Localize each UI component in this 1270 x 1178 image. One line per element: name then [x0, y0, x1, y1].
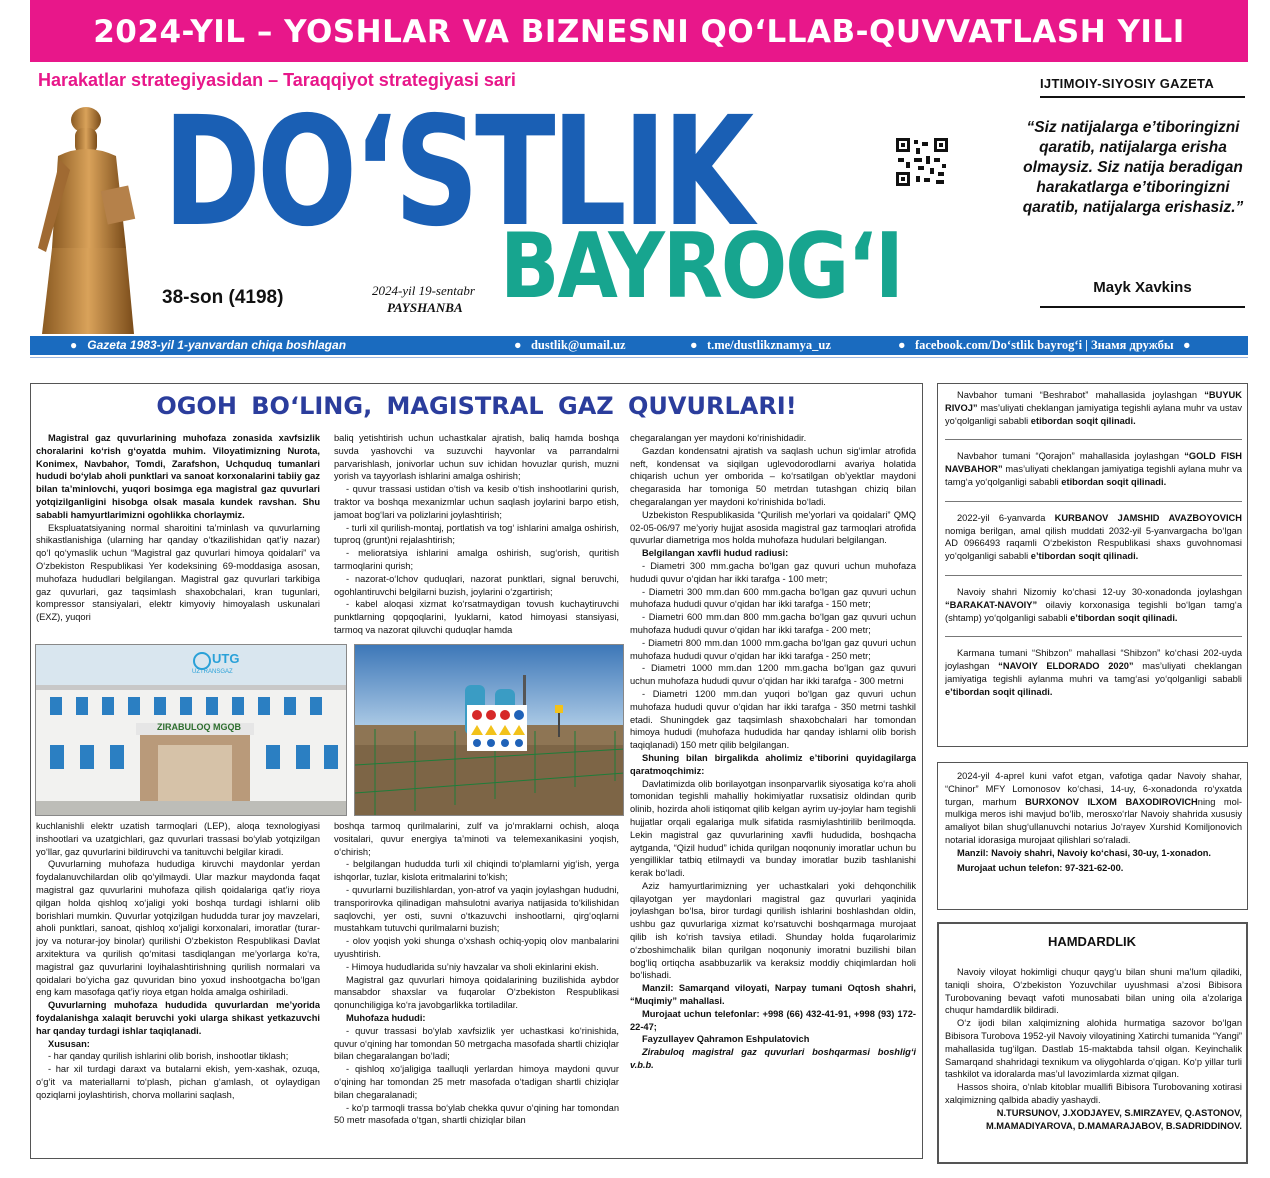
article-paragraph: Gazdan kondensatni ajratish va saqlash uchun sig‘imlar atrofida neft, kondensat va siqilgan uglevodorodlarni avariya holatida chiqarish uchun yer omborida – ko‘rsatilgan ob’yektlar maydoni chegarasida har tomoniga 50 metrdan tutashgan chiziq bilan chegaralangan yer maydoni ko‘rinishida bo‘ladi.	[630, 445, 916, 507]
divider	[30, 357, 1248, 358]
notice-item: 2022-yil 6-yanvarda KURBANOV JAMSHID AVAZBOYOVICH nomiga berilgan, amal qilish muddati 2032-yil 5-yanvargacha bo‘lgan AD 0966493 raqamli O‘zbekiston Respublikasi shaxs guvohnomasi yo‘qolganligi sababli e’tibordan soqit qilinadi.	[945, 512, 1242, 562]
article-list-item: - har qanday qurilish ishlarini olib borish, inshootlar tiklash;	[48, 1051, 289, 1062]
issue-number: 38-son (4198)	[162, 287, 284, 308]
article-paragraph: - olov yoqish yoki shunga o‘xshash ochiq-yopiq olov manbalarini uyushtirish.	[334, 936, 619, 959]
divider	[1040, 306, 1245, 308]
article-list-item: - Diametri 1200 mm.dan yuqori bo‘lgan gaz quvuri uchun muhofaza hududi quvur o‘qidan har ikki tarafga - 350 metrni tashkil etadi. Shuningdek gaz taqsimlash shaxobchalari har tomondan himoya hududi (muhofaza hududida har qanday ishlarni olib borish taqiqlanadi) 150 metr qilib belgilangan.	[630, 688, 916, 751]
logo-bayrogi: BAYROG‘I	[500, 215, 902, 319]
article-list-item: - har xil turdagi daraxt va butalarni ekish, yem-xashak, ozuqa, o‘g‘it va materiallarni to‘plash, pichan g‘amlash, ot oylaydigan qoziqlarni joylashtirish, chorva mollarini saqlash,	[36, 1064, 320, 1100]
gas-facility-illustration	[355, 645, 624, 816]
article-paragraph: - belgilangan hududda turli xil chiqindi to‘plamlarni yig‘ish, yerga ishqorlar, tuzlar, kislota eritmalarini to‘kish;	[334, 859, 619, 883]
inheritance-address: Manzil: Navoiy shahri, Navoiy ko‘chasi, 30-uy, 1-xonadon.	[957, 847, 1212, 858]
photo-building-sign: ZIRABULOQ MGQB	[157, 722, 241, 732]
issue-day: PAYSHANBA	[387, 300, 463, 315]
article-subheading: Quvurlarning muhofaza hududida quvurlardan me’yorida foydalanishga xalaqit beruvchi yoki ularga shikast yetkazuvchi har qanday turdagi ishlar taqiqlanadi.	[36, 1000, 320, 1036]
notice-item: Navbahor tumani “Qorajon” mahallasida joylashgan “GOLD FISH NAVBAHOR” mas’uliyati cheklangan jamiyatiga tegishli aylana muhr va tamg‘a yo‘qolganligi sababli etibordan soqit qilinadi.	[945, 451, 1242, 487]
article-subheading: Muhofaza hududi:	[346, 1012, 426, 1023]
article-paragraph: Davlatimizda olib borilayotgan insonparvarlik siyosatiga ko‘ra aholi tomonidan tegishli mahalliy hokimiyatlar ruxsatisiz oldindan qurib olinib, hozirda aholi istiqomat qilib kelgan ayrim uy-joylar ham tegishli hujjatlar orqali egalariga mulk sifatida rasmiylashtirilib berilmoqda. Lekin magistral gaz quvurlarining xavfli hududida, boshqacha aytganda, “Qizil hudud” ichida qurilgan noqonuniy imoratlar uchun bu yengilliklar tatbiq etilmaydi va bunday imoratlar buzib tashlanishi kerak bo‘ladi.	[630, 778, 916, 879]
photo-company-logo: UTG	[212, 651, 240, 666]
condolence-title: HAMDARDLIK	[1047, 934, 1137, 949]
notice-item: Navbahor tumani “Beshrabot” mahallasida joylashgan “BUYUK RIVOJ” mas’uliyati cheklangan jamiyatiga tegishli aylana muhr va ustav yo‘qolganligi sababli etibordan soqit qilinadi.	[945, 390, 1242, 426]
condolence-paragraph: O‘z ijodi bilan xalqimizning alohida hurmatiga sazovor bo‘lgan Bibisora Turobova 1952-yil Navoiy viloyatining Xatirchi tumanida “Yangi” mahallasida tug‘ilgan. Dastlab 15-maktabda tahsil olgan. Keyinchalik Samarqand shahridagi texnikum va oliygohlarda o‘qigan. Ko‘p yillar turli tashkilot va idoralarda mas’ul lavozimlarda xizmat qilgan.	[945, 1018, 1242, 1080]
condolence-paragraph: Navoiy viloyat hokimligi chuqur qayg‘u bilan shuni ma’lum qiladiki, taniqli shoira, O‘zbekiston Yozuvchilar uyushmasi a’zosi Bibisora Turobovaning bevaqt vafoti munosabati bilan uning oila a’zolariga chuqur hamdardlik bildiradi.	[945, 967, 1242, 1016]
article-list-item: - Diametri 800 mm.dan 1000 mm.gacha bo‘lgan gaz quvuri uchun muhofaza hududi quvur o‘qidan har ikki tarafga - 250 metr;	[630, 637, 916, 661]
divider	[945, 439, 1242, 440]
inheritance-notice	[945, 770, 1242, 906]
divider	[945, 575, 1242, 576]
gas-facility-photo	[354, 644, 624, 816]
article-list-item: - Diametri 1000 mm.dan 1200 mm.gacha bo‘lgan gaz quvuri uchun muhofaza hududi quvur o‘qidan har ikki tarafga - 300 metrni	[630, 663, 916, 687]
article-paragraph: Uzbekiston Respublikasida “Qurilish me’yorlari va qoidalari” QMQ 02-05-06/97 me’yoriy hujjat asosida magistral gaz tarmoqlari atrofida quvurlar diametriga mos holda muhofaza hudulari belgilangan.	[630, 509, 916, 546]
lost-notices-list	[945, 389, 1242, 743]
article-paragraph: - quvurlarni buzilishlardan, yon-atrof va yaqin joylashgan hududni, transporirovka qilinadigan mahsulotni avariya natijasida to‘kilishidan saqlovchi, yer osti, suvni o‘tkazuvchi inshootlarni, qirg‘oqlarni mustahkam tutuvchi qurilmalarni buzish;	[334, 884, 619, 934]
founded-text: ● Gazeta 1983-yil 1-yanvardan chiqa boshlagan	[70, 338, 347, 352]
quote-author: Mayk Xavkins	[1093, 279, 1192, 296]
gas-building-photo	[35, 644, 347, 816]
divider	[945, 636, 1242, 637]
article-list-item: - Diametri 300 mm.gacha bo‘lgan gaz quvuri uchun muhofaza hududi quvur o‘qidan har ikki tarafga - 100 metr;	[630, 560, 916, 584]
article-column-3	[630, 432, 916, 1156]
article-list-item: - qishloq xo‘jaligiga taalluqli yerlardan himoya maydoni quvur o‘qining har tomondan 25 metr masofada o‘tadigan shartli chiziqlar bilan chegaralanadi;	[334, 1064, 619, 1100]
article-paragraph: baliq yetishtirish uchun uchastkalar ajratish, baliq hamda boshqa suvda yashovchi va suzuvchi hayvonlar va parrandalrni parvarishlash, jonivorlar uchun suv ichidan hovuzlar qurish, muzni yorish va tayyorlash ishlarini amalga oshirish;	[334, 433, 619, 482]
article-column-1-bottom	[36, 820, 320, 1156]
article-paragraph: Aziz hamyurtlarimizning yer uchastkalari yoki dehqonchilik qilayotgan yer maydonlari magistral gaz quvurlari yaqinida joylashgan bo‘lsa, biror turdagi qurilish ishlarini boshlashdan oldin, ushbu gaz quvurlariga xizmat ko‘rsatuvchi boshqarmaga murojaat qilib ish ko‘rish tavsiya etiladi. Shunday holda fuqarolarimiz o‘zboshimchalik bilan qurilgan noqonuniy imoratni buzilishi bilan bog‘liq ortiqcha asabbuzarlik va keraksiz moddiy chiqimlardan holi bo‘lishadi.	[630, 880, 916, 981]
article-paragraph: Magistral gaz quvurlari himoya qoidalarining buzilishida aybdor mansabdor shaxslar va fuqarolar O‘zbekiston Respublikasi qonunchiligiga ko‘ra javobgarlikka tortiladilar.	[334, 974, 619, 1011]
inheritance-phone: Murojaat uchun telefon: 97-321-62-00.	[957, 862, 1124, 873]
year-banner: 2024-YIL – YOSHLAR VA BIZNESNI QO‘LLAB-QUVVATLASH YILI	[30, 0, 1248, 62]
info-bar	[30, 336, 1248, 355]
notice-item: Karmana tumani “Shibzon” mahallasi “Shibzon” ko‘chasi 202-uyda joylashgan “NAVOIY ELDORADO 2020” mas’uliyati cheklangan jamiyatiga tegishli aylanma muhri va tamg‘asi yo‘qolganligi sababli e’tibordan soqit qilinadi.	[945, 648, 1242, 697]
telegram-link[interactable]: ● t.me/dustlikznamya_uz	[690, 338, 831, 352]
article-paragraph: Ekspluatatsiyaning normal sharoitini ta’minlash va quvurlarning shikastlanishiga (ularning har qanday o‘tkazilishidan qat’iy nazar) qo‘l qo‘ymaslik uchun “Magistral gaz quvurlari himoya qoidalari” va O‘zbekiston Respublikasi Yer kodeksining 69-moddasiga asosan, muhofaza hududlari belgilangan. Magistral gaz quvurlari tarkibiga gaz quvurlari, gaz taqsimlash shaxobchalari, kran tugunlari, kompressor stansiyalari, elektr kimyoviy himoyalash uskunalari (EXZ), yuqori	[36, 522, 320, 623]
article-column-2-bottom	[334, 820, 619, 1156]
divider	[945, 501, 1242, 502]
contact-address: Manzil: Samarqand viloyati, Narpay tumani Oqtosh shahri, “Muqimiy” mahallasi.	[630, 983, 916, 1007]
condolence-signers: N.TURSUNOV, J.XODJAYEV, S.MIRZAYEV, Q.ASTONOV, M.MAMADIYAROVA, D.MAMARAJABOV, B.SADRIDDINOV.	[985, 1107, 1242, 1131]
email-link[interactable]: ● dustlik@umail.uz	[514, 338, 626, 352]
contact-phones: Murojaat uchun telefonlar: +998 (66) 432-41-91, +998 (93) 172-22-47;	[630, 1008, 916, 1032]
facebook-link[interactable]: ● facebook.com/Do‘stlik bayrog‘i | Знамя дружбы ●	[898, 338, 1191, 352]
author-title: Zirabuloq magistral gaz quvurlari boshqarmasi boshlig‘i v.b.b.	[630, 1047, 916, 1071]
article-column-1-top	[36, 432, 320, 640]
article-list-item: - Diametri 600 mm.dan 800 mm.gacha bo‘lgan gaz quvuri uchun muhofaza hududi quvur o‘qidan har ikki tarafga - 200 metr;	[630, 612, 916, 635]
logo-dostlik: DO‘STLIK	[163, 83, 751, 260]
article-paragraph: Quvurlarning muhofaza hududiga kiruvchi maydonlar yerdan foydalanuvchilardan olib qo‘yilmaydi. Ular mazkur maydonda faqat magistral gaz quvurlarini muhofaza qilish qoidalariga qat’iy rioya qilgan holda qishloq xo‘jaligi yoki boshqa turdagi ishlarni olib borishlari mumkin. Quvurlar yotqizilgan hududda turar joy mavzelari, aholi punktlari, sanoat, qishloq xo‘jaligi korxonalari, imoratlar (turar-joy va noturar-joy binolar) qurilishi O‘zbekiston Respublikasi Davlat arxitektura va qurilish qo‘mitasi tasdiqlangan me’yorlarga ko‘ra, magistral gaz quvurlarini loyihalashtirishning qurilish normalari va qoidalari bo‘yicha gaz quvuridan bino yoxud inshootgacha bo‘lgan eng kam masofaga qat’iy rioya etgan holda amalga oshiriladi.	[36, 859, 320, 998]
inheritance-text: 2024-yil 4-aprel kuni vafot etgan, vafotiga qadar Navoiy shahar, “Chinor” MFY Lomonosov ko‘chasi, 14-uy, 6-xonadonda ro‘yxatda turgan, marhum BURXONOV ILXOM BAXODIROVICHning mol-mulkiga meros ishi mavjud bo‘lib, merosxo‘rlar Navoiy shahrida xususiy amaliyot bilan shug‘ullanuvchi notarius Jo‘rayev Xurshid Komiljonovich notarial idorasiga murojaat qilishlari so‘raladi.	[945, 771, 1242, 845]
photo-company-sub: UZTRANSGAZ	[192, 669, 233, 675]
article-paragraph: - kabel aloqasi xizmat ko‘rsatmaydigan tovush kuchaytiruvchi punktlarning qopqoqlarini, lyuklarni, katod himoyasi stansiyasi, tarmoq va nazorat qiluvchi quduqlar hamda	[334, 599, 619, 635]
article-paragraph: - turli xil qurilish-montaj, portlatish va tog‘ ishlarini amalga oshirish, tuproq (grunt)ni rejalashtirish;	[334, 522, 619, 546]
notice-item: Navoiy shahri Nizomiy ko‘chasi 12-uy 30-xonadonda joylashgan “BARAKAT-NAVOIY” oilaviy korxonasiga tegishli bo‘lgan tamg‘a (shtamp) yo‘qolganligi sababli e’tibordan soqit qilinadi.	[945, 586, 1242, 623]
article-paragraph: - Himoya hududlarida su’niy havzalar va sholi ekinlarini ekish.	[346, 961, 599, 972]
article-paragraph: - quvur trassasi ustidan o‘tish va kesib o‘tish inshootlarini qurish, traktor va boshqa mexanizmlar uchun saqlash joylarini barpo etish, jamoat bog‘lari va polizlarini joylashtirish;	[334, 484, 619, 520]
article-subheading: Belgilangan xavfli hudud radiusi:	[642, 548, 789, 559]
article-subheading: Xususan:	[48, 1038, 90, 1049]
qr-code-icon[interactable]	[896, 138, 948, 186]
divider	[1040, 96, 1245, 98]
article-paragraph: boshqa tarmoq qurilmalarini, zulf va jo‘mraklarni ochish, aloqa vositalari, quvur energiya ta’minoti va telemexanikasini yoqish, o‘chirish;	[334, 821, 619, 857]
statue-image	[30, 98, 150, 334]
article-list-item: - Diametri 300 mm.dan 600 mm.gacha bo‘lgan gaz quvuri uchun muhofaza hududi quvur o‘qidan har ikki tarafga - 150 metr;	[630, 586, 916, 610]
article-list-item: - quvur trassasi bo‘ylab xavfsizlik yer uchastkasi ko‘rinishida, quvur o‘qining har tomondan 50 metrgacha masofada shartli chiziqlar bilan chegaralangan bo‘ladi;	[334, 1025, 619, 1062]
article-paragraph: - melioratsiya ishlarini amalga oshirish, sug‘orish, quritish tarmoqlarini qurish;	[334, 548, 619, 571]
issue-date: 2024-yil 19-sentabr	[372, 283, 475, 298]
article-paragraph: kuchlanishli elektr uzatish tarmoqlari (LEP), aloqa texnologiyasi inshootlari va uzatgichlari, gaz quvurlari trassasi bo‘ylab yotqizilgan yo‘llar, gaz quvurlarini bildiruvchi va tanituvchi belgilar kiradi.	[36, 821, 320, 857]
article-lead: Magistral gaz quvurlarining muhofaza zonasida xavfsizlik choralarini ko‘rish g‘oyatda muhim. Viloyatimizning Nurota, Konimex, Navbahor, Tomdi, Zarafshon, Uchquduq tumanlari hududi bo‘ylab aholi punktlari va sanoat korxonalarini tabiiy gaz bilan ta’minlovchi, yuqori bosimga ega magistral gaz quvurlari yotqizilganligini hisobga olsak masala kundek ravshan. Shu sababli hamyurtlarimizni ogohlikka chorlaymiz.	[36, 433, 320, 520]
author-name: Fayzullayev Qahramon Eshpulatovich	[642, 1034, 810, 1045]
article-subheading: Shuning bilan birgalikda aholimiz e’tiborini quyidagilarga qaratmoqchimiz:	[630, 752, 916, 776]
article-paragraph: - nazorat-o‘lchov quduqlari, nazorat punktlari, signal beruvchi, ogohlantiruvchi belgilarni buzish, joylarini o‘zgartirish;	[334, 573, 619, 597]
gazeta-type: IJTIMOIY-SIYOSIY GAZETA	[1040, 76, 1215, 91]
article-column-2-top	[334, 432, 619, 640]
strategy-slogan: Harakatlar strategiyasidan – Taraqqiyot strategiyasi sari	[38, 70, 516, 90]
article-headline: OGOH BO‘LING, MAGISTRAL GAZ QUVURLARI!	[156, 392, 797, 420]
epigraph-quote: “Siz natijalarga e’tiboringizni qaratib, natijalarga erisha olmaysiz. Siz natija beradigan harakatlarga e’tiboringizni qaratib, natijalarga erishasiz.”	[1022, 119, 1244, 216]
condolence-text	[945, 966, 1242, 1160]
article-paragraph: chegaralangan yer maydoni ko‘rinishidadir.	[630, 433, 807, 443]
article-list-item: - ko‘p tarmoqli trassa bo‘ylab chekka quvur o‘qining har tomondan 50 metr masofada o‘tgan, shartli chiziqlar bilan	[334, 1102, 619, 1126]
condolence-paragraph: Hassos shoira, o‘nlab kitoblar muallifi Bibisora Turobovaning xotirasi xalqimizning qalbida abadiy yashaydi.	[945, 1082, 1242, 1105]
